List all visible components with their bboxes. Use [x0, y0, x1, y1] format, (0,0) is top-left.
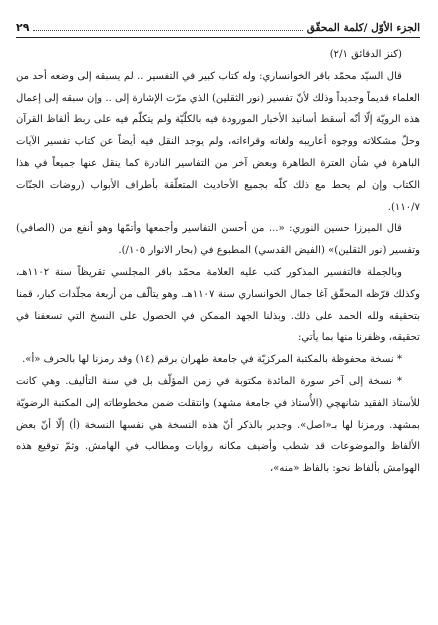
paragraph-manuscript-asl: * نسخة إلى آخر سورة المائدة مكتوبة في زمن المؤلّف بل في سنة التأليف. وهي كانت للأستاذ الفقيد شانهچي (الأُستاذ في جامعة مشهد) وانتقلت ضمن مخطوطاته إلى المكتبة الرضويّة بمشهد. ورمزنا لها بـ«اصل». وجدير بالذكر أنّ هذه النسخة هي نفسها النسخة (أ) إلّا أنّ بعض الألفاظ والموضوعات قد شطب وأضيف مكانه روايات ومطالب في الهامش. وثمّ توقيع هذه الهوامش بألفاظ نحو: بالفاظ «منه»، [16, 375, 420, 475]
body-text [16, 44, 420, 480]
paragraph-nouri-quote: قال الميرزا حسين النوري: «... من أحسن التفاسير وأجمعها وأتمّها وهو أنفع من (الصافي) وتفسير (نور الثقلين)» (الفيض القدسي) المطبوع في (بحار الانوار ١٠٥/). [16, 223, 420, 257]
paragraph-source-ref: (كنز الدقائق ٢/١) [329, 49, 402, 60]
header-title: الجزء الأوّل /كلمة المحقّق [306, 22, 420, 34]
paragraph-manuscripts-intro: وبالجملة فالتفسير المذكور كتب عليه العلامة محمّد باقر المجلسي تقريظاً سنة ١١٠٢هـ، وكذلك قرّظه المحقّق آغا جمال الخوانساري سنة ١١٠٧هـ. وهو يتألّف من أربعة مجلّدات كبار، قمنا بتحقيقه ولله الحمد على ذلك. وبذلنا الجهد الممكن في الحصول على النسخ التي تسعفنا في تحقيقه، وظفرنا منها بما يأتي: [16, 266, 420, 344]
paragraph-khwansari-quote: قال السيّد محمّد باقر الخوانساري: وله كتاب كبير في التفسير .. لم يسبقه إلى وضعه أحد من العلماء قديماً وجديداً وذلك لأنّ تفسير (نور الثقلين) الذي مرّت الإشارة إلى .. وإن سبقه إلى إعمال هذه الرويّة إلّا أنّه أسقط أسانيد الأخبار المورودة فيه بالكلّيّة ولم يتكلّم فيه على ربط ألفاظ القرآن وحلّ مشكلاته ووجوه أعاريبه ولغاته وقراءاته، ولم يوجد النقل فيه أيضاً عن كتاب تفسير الآيات الباهرة في شأن العترة الطاهرة وبعض آخر من التفاسير النادرة كما ينقل عنها جميعاً في هذا الكتاب وإن لم يحط مع ذلك كلّه بجميع الأحاديث المتعلّقة بأطراف الأبواب (روضات الجنّات ١١٠/٧). [16, 70, 420, 213]
paragraph-manuscript-a: * نسخة محفوظة بالمكتبة المركزيّة في جامعة طهران برقم (١٤) وقد رمزنا لها بالحرف «أ». [22, 354, 402, 366]
page-number: ٢٩ [16, 21, 30, 34]
running-header [16, 8, 420, 38]
header-dot-leader [33, 29, 302, 31]
